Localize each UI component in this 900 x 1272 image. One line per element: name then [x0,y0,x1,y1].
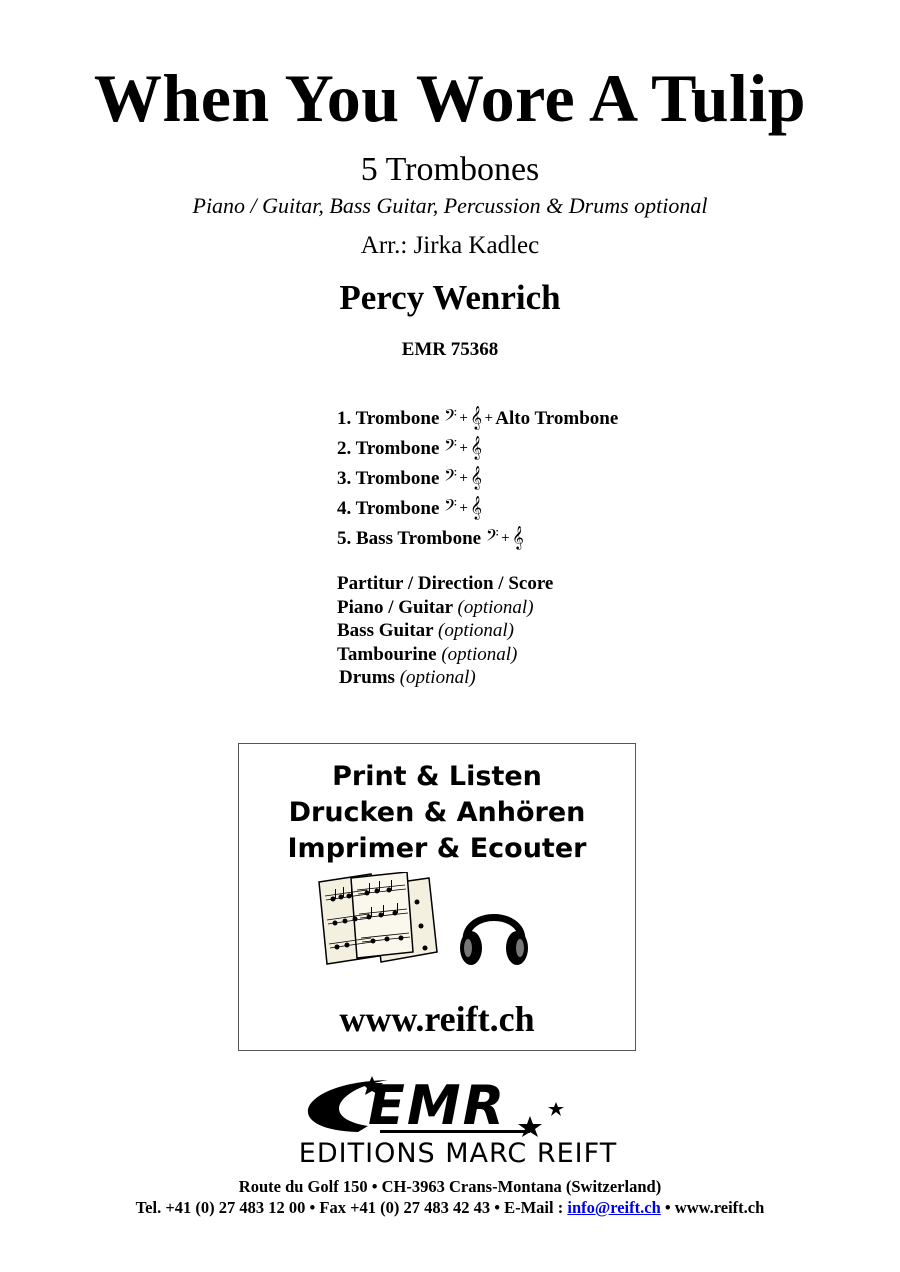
promo-line-de: Drucken & Anhören [288,797,586,828]
contact-website: • www.reift.ch [664,1198,765,1217]
email-link[interactable]: info@reift.ch [567,1198,661,1217]
extra-label: Drums [339,667,395,688]
plus-sign: + [484,411,494,424]
bass-clef-icon: 𝄢 [444,405,458,429]
sheet-music-icon [317,872,439,972]
part-item [337,405,618,435]
bass-clef-icon: 𝄢 [444,495,458,519]
extra-item [337,596,553,620]
plus-sign: + [459,501,469,514]
parts-list [337,405,618,555]
treble-clef-icon: 𝄞 [470,405,483,429]
bass-clef-icon: 𝄢 [485,525,499,549]
plus-sign: + [459,471,469,484]
part-item [337,435,618,465]
publisher-address: Route du Golf 150 • CH-3963 Crans-Montana (Switzerland) [238,1177,662,1196]
promo-line-en: Print & Listen [332,761,542,792]
plus-sign: + [459,441,469,454]
part-suffix: Alto Trombone [495,408,619,429]
part-label: 5. Bass Trombone [337,528,482,549]
part-label: 2. Trombone [337,438,440,459]
logo-emr-text: EMR [368,1074,507,1137]
part-label: 3. Trombone [337,468,440,489]
extra-note: (optional) [441,643,518,665]
headphones-icon [457,896,531,972]
extra-label: Partitur / Direction / Score [337,573,554,594]
page-title: When You Wore A Tulip [93,60,807,136]
catalog-number: EMR 75368 [401,339,499,360]
publisher-name: EDITIONS MARC REIFT [298,1138,618,1169]
treble-clef-icon: 𝄞 [470,435,483,459]
print-listen-box [238,743,636,1051]
extra-label: Piano / Guitar [337,596,453,618]
plus-sign: + [500,531,510,544]
treble-clef-icon: 𝄞 [470,465,483,489]
bass-clef-icon: 𝄢 [444,435,458,459]
promo-line-fr: Imprimer & Ecouter [287,833,587,864]
arranger: Arr.: Jirka Kadlec [360,232,540,259]
extra-note: (optional) [399,667,476,688]
part-item [337,495,618,525]
extras-list [337,572,553,690]
treble-clef-icon: 𝄞 [511,525,524,549]
part-item [337,525,618,555]
extra-label: Tambourine [337,643,437,665]
plus-sign: + [459,411,469,424]
part-label: 1. Trombone [337,408,440,429]
extra-note: (optional) [457,596,534,618]
part-item [337,465,618,495]
promo-url[interactable]: www.reift.ch [339,999,535,1039]
extra-note: (optional) [438,620,515,641]
extra-label: Bass Guitar [337,620,434,641]
extra-item [337,619,553,643]
publisher-contact [0,1198,900,1218]
bass-clef-icon: 𝄢 [444,465,458,489]
extra-item [337,643,553,667]
treble-clef-icon: 𝄞 [470,495,483,519]
instrumentation: 5 Trombones [360,151,540,188]
contact-phone-fax: Tel. +41 (0) 27 483 12 00 • Fax +41 (0) 27 483 42 43 • E-Mail : [135,1198,564,1217]
extra-item [337,572,553,596]
emr-logo [238,1074,678,1172]
extra-item [339,666,553,690]
optional-instruments: Piano / Guitar, Bass Guitar, Percussion & Drums optional [192,193,708,218]
composer: Percy Wenrich [339,278,561,317]
part-label: 4. Trombone [337,498,440,519]
